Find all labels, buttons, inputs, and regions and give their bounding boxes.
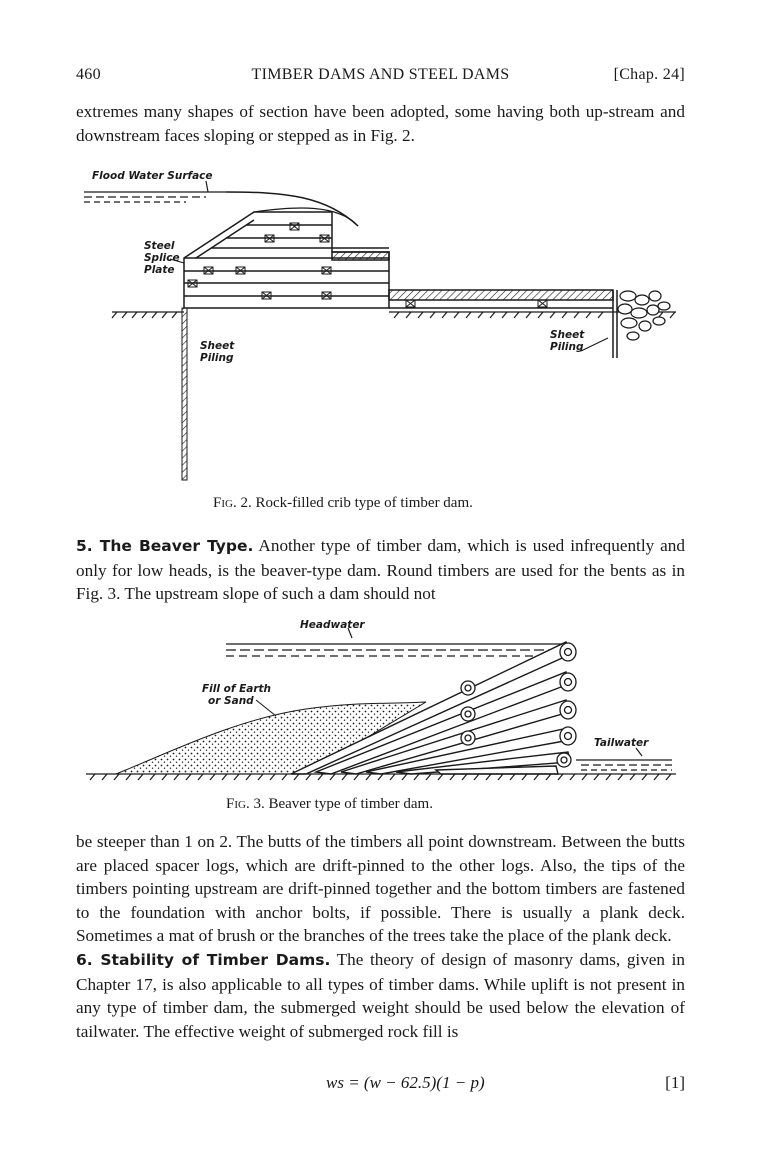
tailwater-lines	[576, 760, 672, 770]
section-heading-beaver-type: 5. The Beaver Type.	[76, 537, 254, 555]
riprap-stones	[618, 291, 670, 340]
running-title: TIMBER DAMS AND STEEL DAMS	[251, 66, 510, 83]
figure-3-caption-text: Beaver type of timber dam.	[268, 796, 433, 812]
label-headwater: Headwater	[300, 619, 365, 631]
label-plate: Plate	[144, 264, 175, 276]
figure-3-caption	[226, 796, 433, 813]
figure-2-caption-label: Fig. 2.	[213, 495, 252, 511]
figure-2-drawing	[76, 168, 686, 493]
equation-1	[76, 1073, 685, 1099]
figure-3-beaver-dam	[76, 614, 686, 794]
figure-3-drawing	[76, 614, 686, 794]
paragraph-beaver-body: Another type of timber dam, which is used infrequently and only for low heads, is the beaver-type dam. Round timbers are used for the bents as in Fig. 3. The upstream slope of such a dam should not	[76, 536, 685, 604]
paragraph-beaver-type	[76, 534, 685, 606]
label-flood-water: Flood Water Surface	[92, 170, 213, 182]
sheet-piling-left	[182, 308, 187, 480]
page-number: 460	[76, 66, 101, 83]
figure-2-caption	[213, 495, 473, 512]
ground-line	[112, 312, 676, 318]
figure-2-caption-text: Rock-filled crib type of timber dam.	[255, 495, 473, 511]
running-header	[76, 66, 685, 88]
label-piling-left: Piling	[200, 352, 234, 364]
paragraph-stability-body: The theory of design of masonry dams, given in Chapter 17, is also applicable to all types of timber dams. While uplift is not present in any type of timber dam, the submerged weight should be used below the elevation of tailwater. The effective weight of submerged rock fill is	[76, 950, 685, 1041]
label-splice: Splice	[144, 252, 180, 264]
paragraph-spacer-logs: be steeper than 1 on 2. The butts of the timbers all point downstream. Between the butts are placed spacer logs, which are drift-pinned to the other logs. Also, the tips of the timbers pointing upstream are drift-pinned together and the bottom timbers are fastened to the foundation with anchor bolts, if possible. There is usually a plank deck. Sometimes a mat of brush or the branches of the trees take the place of the plank deck.	[76, 832, 685, 946]
label-sheet-right: Sheet	[550, 329, 585, 341]
label-piling-right: Piling	[550, 341, 584, 353]
label-tailwater: Tailwater	[594, 737, 649, 749]
label-steel: Steel	[144, 240, 175, 252]
label-sheet-left: Sheet	[200, 340, 235, 352]
ground-line-fig3	[86, 774, 676, 780]
label-fill-line1: Fill of Earth	[202, 683, 271, 695]
paragraph-intro: extremes many shapes of section have been adopted, some having both up-stream and downstream faces sloping or stepped as in Fig. 2.	[76, 102, 685, 145]
chapter-reference: [Chap. 24]	[613, 66, 685, 83]
equation-formula: ws = (w − 62.5)(1 − p)	[326, 1073, 485, 1092]
equation-number: [1]	[665, 1073, 685, 1092]
figure-2-crib-dam	[76, 168, 686, 493]
label-fill-line2: or Sand	[208, 695, 254, 707]
section-heading-stability: 6. Stability of Timber Dams.	[76, 951, 331, 969]
paragraph-stability	[76, 948, 685, 1043]
flood-water-lines	[84, 192, 226, 202]
figure-3-caption-label: Fig. 3.	[226, 796, 265, 812]
headwater-lines	[226, 644, 566, 656]
